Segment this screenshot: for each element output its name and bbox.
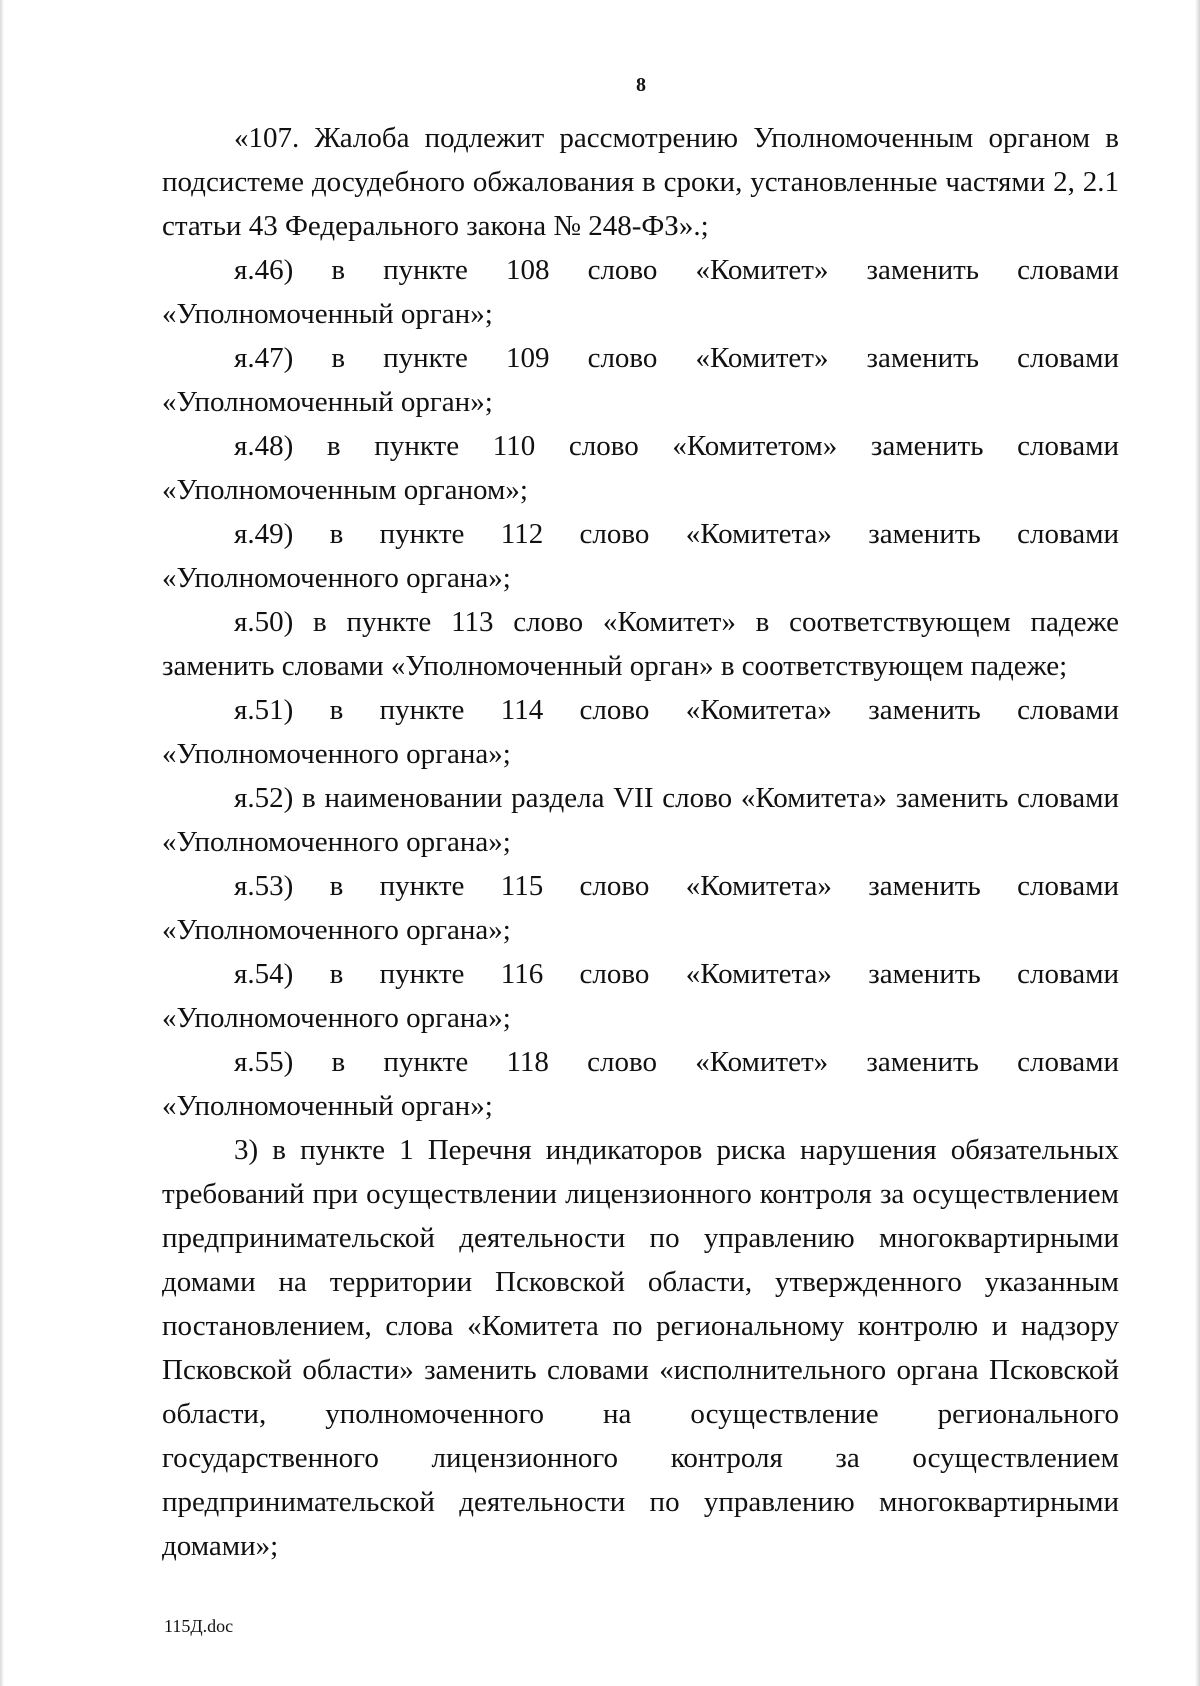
paragraph-ya47: я.47) в пункте 109 слово «Комитет» заменить словами «Уполномоченный орган»; (162, 342, 1119, 418)
scan-edge-right (1195, 0, 1200, 1686)
document-body (162, 116, 1119, 1568)
paragraph-ya53: я.53) в пункте 115 слово «Комитета» заменить словами «Уполномоченного органа»; (162, 870, 1119, 946)
paragraph-ya50: я.50) в пункте 113 слово «Комитет» в соответствующем падеже заменить словами «Уполномоченный орган» в соответствующем падеже; (162, 606, 1119, 682)
paragraph-ya54: я.54) в пункте 116 слово «Комитета» заменить словами «Уполномоченного органа»; (162, 958, 1119, 1034)
page-number: 8 (636, 74, 646, 96)
paragraph-ya46: я.46) в пункте 108 слово «Комитет» заменить словами «Уполномоченный орган»; (162, 254, 1119, 330)
scan-edge-left (0, 0, 4, 1686)
paragraph-ya51: я.51) в пункте 114 слово «Комитета» заменить словами «Уполномоченного органа»; (162, 694, 1119, 770)
paragraph-107: «107. Жалоба подлежит рассмотрению Уполномоченным органом в подсистеме досудебного обжалования в сроки, установленные частями 2, 2.1 статьи 43 Федерального закона № 248-ФЗ».; (162, 122, 1119, 242)
paragraph-3: 3) в пункте 1 Перечня индикаторов риска нарушения обязательных требований при осуществлении лицензионного контроля за осуществлением предпринимательской деятельности по управлению многоквартирными домами на территории Псковской области, утвержденного указанным постановлением, слова «Комитета по региональному контролю и надзору Псковской области» заменить словами «исполнительного органа Псковской области, уполномоченного на осуществление регионального государственного лицензионного контроля за осуществлением предпринимательской деятельности по управлению многоквартирными домами»; (162, 1134, 1119, 1562)
paragraph-ya55: я.55) в пункте 118 слово «Комитет» заменить словами «Уполномоченный орган»; (162, 1046, 1119, 1122)
paragraph-ya49: я.49) в пункте 112 слово «Комитета» заменить словами «Уполномоченного органа»; (162, 518, 1119, 594)
paragraph-ya48: я.48) в пункте 110 слово «Комитетом» заменить словами «Уполномоченным органом»; (162, 430, 1119, 506)
footer-filename: 115Д.doc (164, 1616, 234, 1636)
paragraph-ya52: я.52) в наименовании раздела VII слово «Комитета» заменить словами «Уполномоченного органа»; (162, 782, 1119, 858)
